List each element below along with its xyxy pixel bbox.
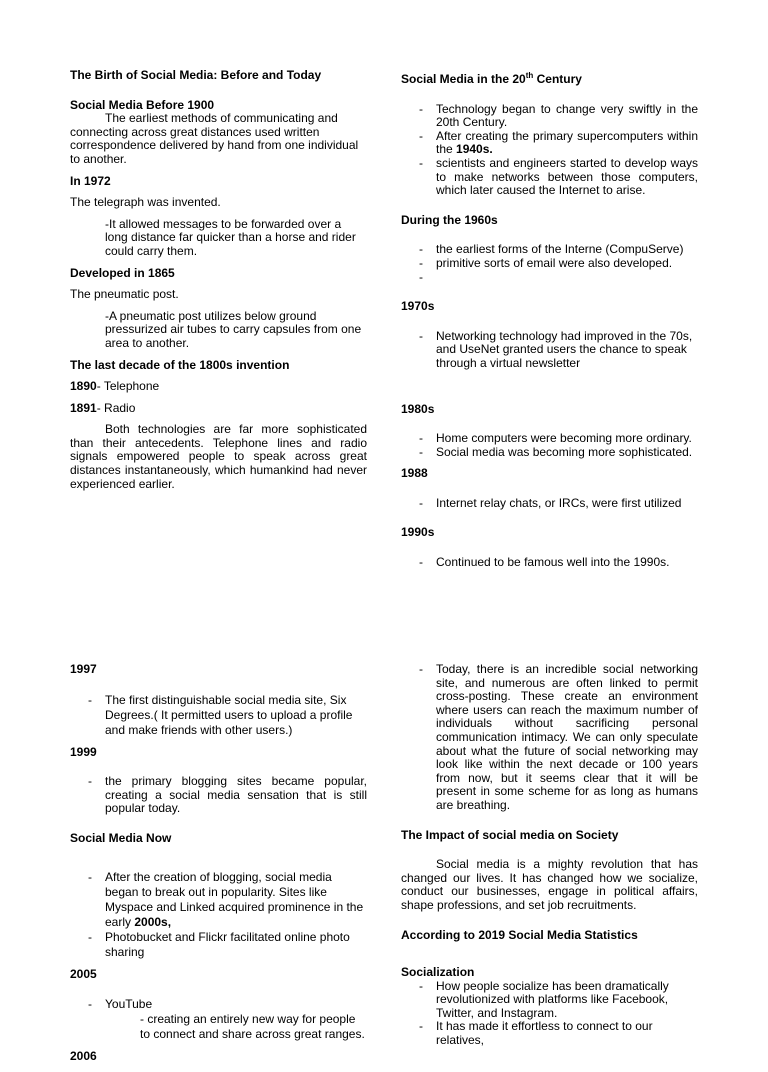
heading-2006: 2006 [70, 1049, 97, 1064]
right-column-top [401, 69, 698, 578]
list-item: - Continued to be famous well into the 1990s. [419, 555, 670, 570]
bullet-dash: - [419, 555, 423, 570]
list-item: - primitive sorts of email were also developed. [419, 255, 673, 270]
list-1980s [401, 432, 698, 459]
heading-before-1900: Social Media Before 1900 [70, 97, 215, 112]
bullet-dash: - [419, 495, 423, 510]
list-2005 [70, 997, 367, 1042]
paragraph-impact: Social media is a mighty revolution that has changed our lives. It has changed how we socialize, conduct our businesses, engage in political affairs, shape professions, and set job recruitments. [401, 857, 698, 912]
paragraph-1865: The pneumatic post. [70, 287, 179, 302]
list-item: - scientists and engineers started to develop ways to make networks between those computers, which later caused the Internet to arise. [419, 155, 698, 198]
bullet-dash: - [88, 997, 92, 1012]
heading-1865: Developed in 1865 [70, 265, 175, 280]
detail-1972: -It allowed messages to be forwarded over a long distance far quicker than a horse and rider could carry them. [105, 216, 356, 258]
list-item: - How people socialize has been dramatically revolutionized with platforms like Facebook, Twitter, and Instagram. [419, 978, 669, 1020]
bullet-dash: - [419, 431, 423, 446]
heading-2019-statistics: According to 2019 Social Media Statistics [401, 927, 638, 942]
bullet-dash: - [419, 128, 423, 143]
heading-social-media-now: Social Media Now [70, 830, 172, 845]
bullet-dash: - [419, 269, 423, 284]
detail-1865: -A pneumatic post utilizes below ground pressurized air tubes to carry capsules from one area to another. [105, 308, 362, 350]
document-title: The Birth of Social Media: Before and Today [70, 68, 322, 82]
list-item [401, 271, 698, 285]
paragraph-before-1900: The earliest methods of communicating and connecting across great distances used written correspondence delivered by hand from one individual to another. [70, 111, 359, 166]
item-1891 [70, 402, 367, 416]
bullet-dash: - [419, 444, 423, 459]
bullet-dash: - [88, 774, 92, 789]
bullet-dash: - [88, 869, 92, 884]
heading-1960s: During the 1960s [401, 212, 498, 227]
paragraph-technologies: Both technologies are far more sophisticated than their antecedents. Telephone lines and radio signals empowered people to speak across great distances instantaneously, which humankind had never experienced earlier. [70, 422, 367, 491]
list-1988 [401, 497, 698, 511]
list-1997 [70, 693, 367, 738]
list-1999 [70, 775, 367, 816]
year-1890: 1890 [70, 379, 97, 394]
list-item: - Internet relay chats, or IRCs, were first utilized [419, 495, 682, 510]
list-item: - Technology began to change very swiftly in the 20th Century. [419, 101, 698, 130]
list-item: - After creating the primary supercomputers within the 1940s. [419, 128, 698, 157]
list-socialization [401, 980, 698, 1048]
heading-1997: 1997 [70, 662, 97, 676]
list-item: - After the creation of blogging, social media began to break out in popularity. Sites like Myspace and Linked acquired prominence in the early 2000s, [88, 869, 364, 929]
list-item: - It has made it effortless to connect to our relatives, [419, 1019, 653, 1048]
detail-2005: - creating an entirely new way for people to connect and share across great ranges. [140, 1012, 365, 1042]
list-item: - YouTube [88, 997, 153, 1012]
list-social-media-now [70, 870, 367, 960]
bullet-dash: - [419, 1019, 423, 1034]
list-item: - the primary blogging sites became popular, creating a social media sensation that is still popular today. [88, 774, 367, 816]
bullet-dash: - [419, 155, 423, 170]
list-item: - Photobucket and Flickr facilitated online photo sharing [88, 929, 350, 959]
right-column-bottom [401, 663, 698, 1056]
heading-1990s: 1990s [401, 525, 435, 540]
bullet-dash: - [88, 692, 92, 707]
heading-1980s: 1980s [401, 401, 435, 416]
list-today [401, 663, 698, 813]
bullet-dash: - [419, 328, 423, 343]
bullet-dash: - [419, 101, 423, 116]
list-20th-century [401, 103, 698, 198]
list-item: - Home computers were becoming more ordinary. [419, 431, 692, 446]
left-column-top [70, 69, 367, 499]
list-1990s [401, 556, 698, 570]
heading-1970s: 1970s [401, 299, 435, 314]
list-1970s [401, 330, 698, 371]
bullet-dash: - [88, 929, 92, 944]
heading-impact: The Impact of social media on Society [401, 827, 619, 842]
year-1891: 1891 [70, 400, 97, 415]
list-1960s [401, 243, 698, 284]
left-column-bottom [70, 663, 367, 1072]
label-radio: - Radio [96, 400, 136, 415]
bullet-dash: - [419, 978, 423, 993]
heading-last-decade: The last decade of the 1800s invention [70, 357, 290, 372]
list-item: - the earliest forms of the Interne (CompuServe) [419, 242, 684, 257]
bullet-dash: - [419, 242, 423, 257]
list-item: - Social media was becoming more sophisticated. [419, 444, 693, 459]
heading-socialization: Socialization [401, 965, 475, 980]
heading-1999: 1999 [70, 744, 97, 759]
item-1890 [70, 380, 367, 394]
list-item: - Today, there is an incredible social networking site, and numerous are often linked to permit cross-posting. These create an environment where users can reach the maximum number of individuals without sacrificing personal communication intimacy. We can only speculate about what the future of social networking may look like within the next decade or 100 years from now, but it seems clear that it will be present in some scheme for as long as humans are breathing. [419, 662, 698, 812]
heading-1972: In 1972 [70, 173, 111, 188]
bullet-dash: - [419, 255, 423, 270]
heading-1988: 1988 [401, 466, 428, 481]
paragraph-1972: The telegraph was invented. [70, 195, 221, 210]
list-item: - The first distinguishable social media site, Six Degrees.( It permitted users to upload a profile and make friends with other users.) [88, 692, 353, 737]
list-item: - Networking technology had improved in the 70s, and UseNet granted users the chance to speak through a virtual newsletter [419, 328, 693, 370]
bullet-dash: - [419, 662, 423, 676]
heading-2005: 2005 [70, 966, 97, 981]
label-telephone: - Telephone [96, 379, 160, 394]
heading-20th-century: Social Media in the 20th Century [401, 71, 582, 86]
